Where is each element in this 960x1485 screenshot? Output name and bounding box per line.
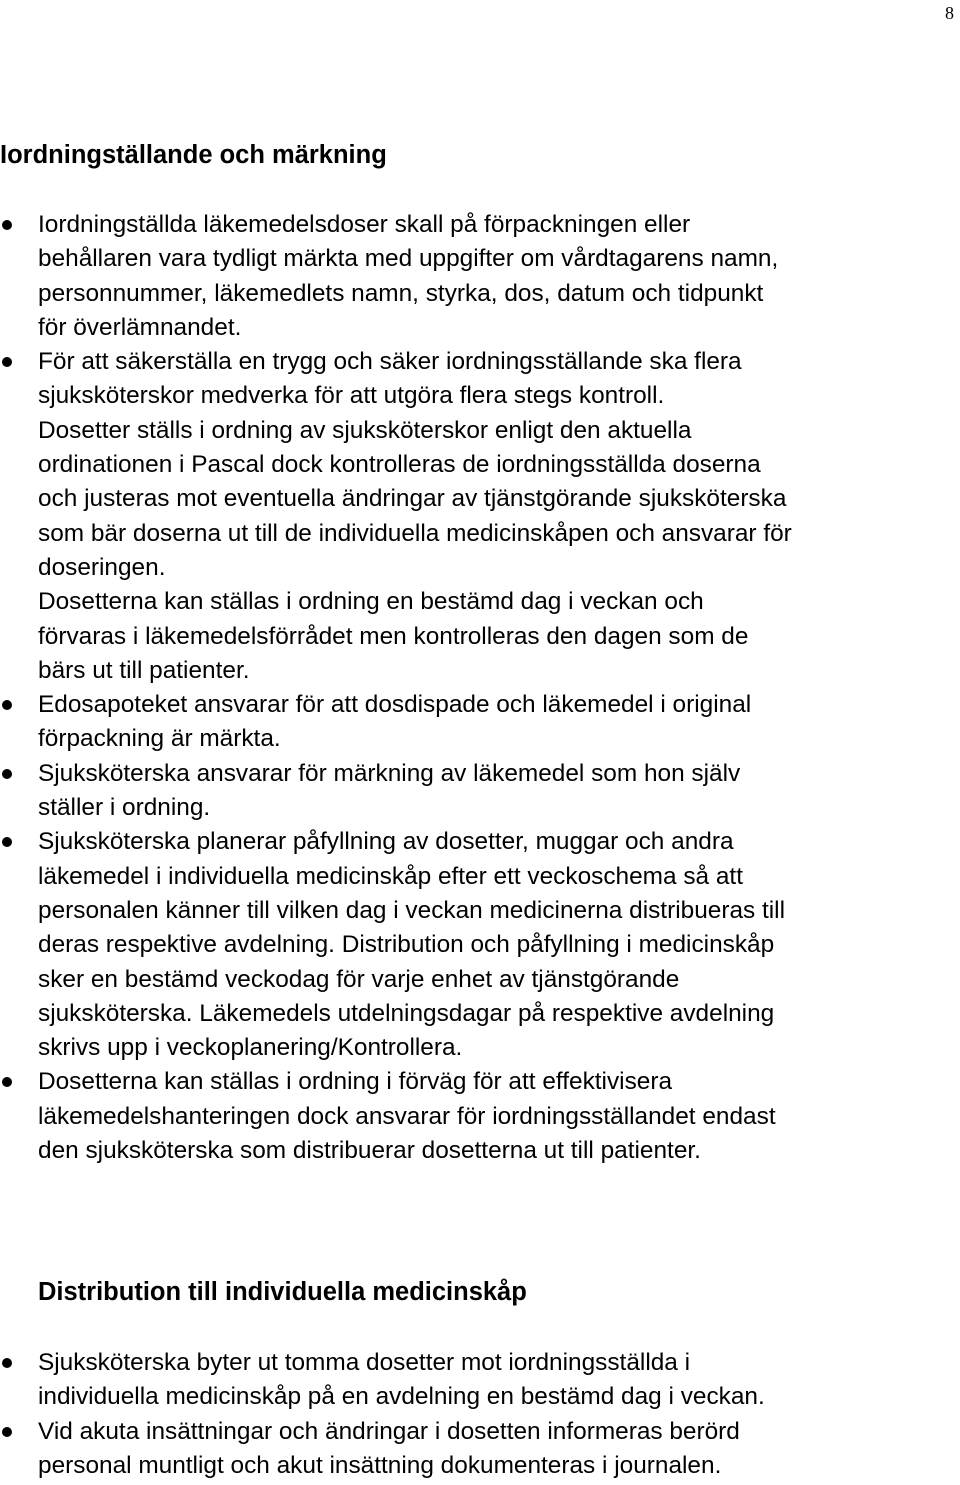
list-item: Vid akuta insättningar och ändringar i dosetten informeras berörd personal muntligt och akut insättning dokumenteras i journalen. <box>0 1415 960 1484</box>
bullet-icon <box>2 220 12 230</box>
list-item: Sjuksköterska planerar påfyllning av dosetter, muggar och andra läkemedel i individuella medicinskåp efter ett veckoschema så att personalen känner till vilken dag i veckan medicinerna distribueras till deras respektive avdelning. Distribution och påfyllning i medicinskåp sker en bestämd veckodag för varje enhet av tjänstgörande sjuksköterska. Läkemedels utdelningsdagar på respektive avdelning skrivs upp i veckoplanering/Kontrollera. <box>0 825 960 1065</box>
bullet-icon <box>2 1427 12 1437</box>
list-item: Sjuksköterska byter ut tomma dosetter mot iordningsställda i individuella medicinskåp på en avdelning en bestämd dag i veckan. <box>0 1346 960 1415</box>
bullet-icon <box>2 700 12 710</box>
bullet-icon <box>2 1077 12 1087</box>
list-item-continuation: Dosetter ställs i ordning av sjuksköterskor enligt den aktuella ordinationen i Pascal dock kontrolleras de iordningsställda doserna och justeras mot eventuella ändringar av tjänstgörande sjuksköterska som bär doserna ut till de individuella medicinskåpen och ansvarar för doseringen. <box>38 416 792 581</box>
section-heading-distribution: Distribution till individuella medicinskåp <box>38 1278 527 1306</box>
bullet-list <box>0 1346 960 1483</box>
list-item: Edosapoteket ansvarar för att dosdispade och läkemedel i original förpackning är märkta. <box>0 688 960 757</box>
list-item-continuation: Dosetterna kan ställas i ordning en bestämd dag i veckan och förvaras i läkemedelsförrådet men kontrolleras den dagen som de bärs ut till patienter. <box>38 588 749 684</box>
bullet-icon <box>2 357 12 367</box>
list-item: Dosetterna kan ställas i ordning i förväg för att effektivisera läkemedelshanteringen dock ansvarar för iordningsställandet endast den sjuksköterska som distribuerar dosetterna ut till patienter. <box>0 1065 960 1168</box>
bullet-icon <box>2 837 12 847</box>
page-number: 8 <box>945 3 954 23</box>
list-item: För att säkerställa en trygg och säker iordningsställande ska flera sjuksköterskor medverka för att utgöra flera stegs kontroll. <box>0 345 960 414</box>
list-item: Sjuksköterska ansvarar för märkning av läkemedel som hon själv ställer i ordning. <box>0 757 960 826</box>
section-heading-iordningstallande: Iordningställande och märkning <box>0 141 387 169</box>
bullet-icon <box>2 1358 12 1368</box>
bullet-icon <box>2 769 12 779</box>
list-item: Iordningställda läkemedelsdoser skall på förpackningen eller behållaren vara tydligt märkta med uppgifter om vårdtagarens namn, personnummer, läkemedlets namn, styrka, dos, datum och tidpunkt för överlämnandet. <box>0 208 960 345</box>
bullet-list <box>0 208 960 1168</box>
